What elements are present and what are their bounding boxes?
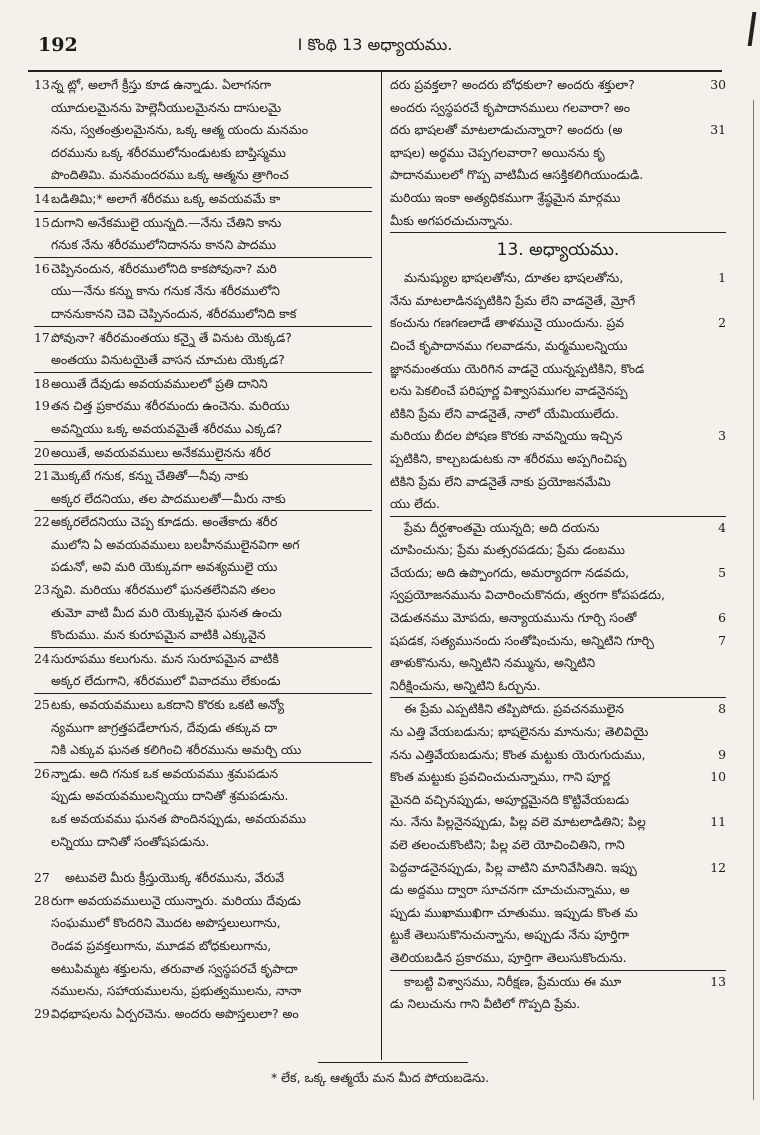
right-column-line bbox=[390, 380, 726, 403]
verse-text: నేను మాటలాడినప్పటికిని ప్రేమ లేని వాడనైతే, మ్రోగే bbox=[390, 292, 636, 308]
verse-number: 3 bbox=[716, 425, 726, 448]
verse-text: మొక్కటే గనుక, కన్ను చేతితో—నీవు నాకు bbox=[51, 468, 249, 484]
verse-text: దుగాని అనేకములై యున్నది.—నేను చేతిని కాను bbox=[51, 214, 282, 230]
left-column-line bbox=[34, 980, 372, 1003]
left-column-line bbox=[34, 349, 372, 373]
right-column-line bbox=[390, 811, 726, 834]
left-column-line bbox=[34, 164, 372, 188]
verse-text: తాళుకొనును, అన్నిటిని నమ్మును, అన్నిటిని bbox=[390, 655, 596, 671]
right-column-line bbox=[390, 584, 726, 607]
left-column-line bbox=[34, 119, 372, 142]
right-column-line bbox=[390, 448, 726, 471]
left-column-line bbox=[34, 74, 372, 97]
verse-text: భాషల) అర్థము చెప్పగలవారా? అయినను కృ bbox=[390, 144, 605, 160]
left-column-line bbox=[34, 303, 372, 327]
verse-number: 13 bbox=[708, 971, 726, 994]
verse-text: చెడుతనము మోపదు, అన్యాయమును గూర్చి సంతో bbox=[390, 610, 637, 626]
verse-number: 17 bbox=[34, 329, 50, 345]
verse-number: 18 bbox=[34, 375, 50, 391]
left-column-line bbox=[34, 670, 372, 694]
left-column-line bbox=[34, 280, 372, 303]
verse-text: కొందుము. మన కురూపమైన వాటికి ఎక్కువైన bbox=[51, 627, 266, 643]
verse-number: 16 bbox=[34, 260, 50, 276]
verse-text: సంఘములో కొందరిని మొదట అపొస్తలులుగాను, bbox=[51, 915, 281, 931]
chapter-heading: 13. అధ్యాయము. bbox=[496, 240, 620, 261]
verse-text: విధభాషలను ఏర్పరచెను. అందరు అపొస్తలులా? అం bbox=[51, 1005, 299, 1021]
verse-text: ను ఎత్తి వేయబడును; భాషలైనను మానును; తెలివియై bbox=[390, 724, 649, 740]
right-column bbox=[390, 74, 726, 1016]
verse-text: అయితే, అవయవములు అనేకములైనను శరీర bbox=[51, 444, 271, 460]
verse-text: పెద్దవాడనైనప్పుడు, పిల్ల వాటిని మానివేసితిని. ఇప్పు bbox=[390, 859, 637, 875]
verse-text: దరమును ఒక్క శరీరములోనుండుటకు బాప్తిస్మము bbox=[51, 144, 286, 160]
page-title: I కొంథి 13 అధ్యాయము. bbox=[297, 35, 453, 54]
verse-number: 13 bbox=[34, 77, 50, 92]
verse-text: మరియు బీదల పోషణ కొరకు నావన్నియు ఇచ్చిన bbox=[390, 428, 623, 444]
page-number: 192 bbox=[38, 34, 78, 56]
verse-text: ప్రేమ దీర్ఘశాంతమై యున్నది; అది దయను bbox=[404, 519, 600, 535]
verse-text: సురూపము కలుగును. మన సురూపమైన వాటికి bbox=[51, 650, 279, 666]
verse-text: యూదులమైనను హెల్లెనీయులమైనను దాసులమై bbox=[51, 99, 282, 115]
right-column-line bbox=[390, 493, 726, 517]
left-column-line bbox=[34, 556, 372, 579]
right-column-line bbox=[390, 879, 726, 902]
right-column-line bbox=[390, 517, 726, 540]
verse-text: ప్పటికిని, కాల్చబడుటకు నా శరీరము అప్పగించిప్ప bbox=[390, 450, 627, 466]
right-column-line bbox=[390, 187, 726, 210]
right-column-line bbox=[390, 403, 726, 426]
verse-number: 1 bbox=[716, 267, 726, 290]
verse-number: 5 bbox=[716, 562, 726, 585]
verse-text: పోవునా? శరీరమంతయు కన్నై తే వినుట యెక్కడ? bbox=[51, 329, 292, 345]
right-column-line bbox=[390, 857, 726, 880]
left-column-line bbox=[34, 912, 372, 935]
paragraph-gap bbox=[34, 853, 372, 867]
right-column-line bbox=[390, 721, 726, 744]
right-column-line bbox=[390, 698, 726, 721]
right-column-line bbox=[390, 834, 726, 857]
verse-number: 14 bbox=[34, 190, 50, 206]
right-column-line bbox=[390, 947, 726, 971]
verse-text: పడునో, అవి మరి యెక్కువగా అవశ్యములై యు bbox=[51, 559, 278, 575]
verse-text: దరు భాషలతో మాటలాడుచున్నారా? అందరు (అ bbox=[390, 122, 623, 138]
verse-text: అయితే దేవుడు అవయవములలో ప్రతి దానిని bbox=[51, 375, 268, 391]
verse-number: 20 bbox=[34, 444, 50, 460]
left-column-line bbox=[34, 602, 372, 625]
verse-text: టికిని ప్రేమ లేని వాడనైతే, నాలో యేమియులేదు. bbox=[390, 405, 619, 421]
verse-text: రుగా అవయవములునై యున్నారు. మరియు దేవుడు bbox=[51, 892, 301, 908]
right-column-line bbox=[390, 562, 726, 585]
verse-text: న్నవి. మరియు శరీరములో ఘనతలేనివని తలం bbox=[51, 582, 276, 598]
left-column-line bbox=[34, 142, 372, 165]
verse-text: ఈ ప్రేమ ఎప్పటికిని తప్పిపోదు. ప్రవచనములైన bbox=[404, 701, 624, 717]
verse-text: స్వప్రయోజనమును విచారించుకొనదు, త్వరగా కోపపడదు, bbox=[390, 587, 665, 603]
verse-number: 8 bbox=[716, 698, 726, 721]
verse-text: షపడక, సత్యమునందు సంతోషించును, అన్నిటిని గూర్చి bbox=[390, 632, 654, 648]
right-column-line bbox=[390, 993, 726, 1016]
verse-text: చేయదు; అది ఉప్పొంగదు, అమర్యాదగా నడవదు, bbox=[390, 564, 630, 580]
page-edge-line bbox=[753, 100, 755, 1100]
footnote-rule bbox=[318, 1062, 468, 1063]
verse-text: నిరీక్షించును, అన్నిటిని ఓర్చును. bbox=[390, 677, 541, 693]
verse-text: కంచును గణగణలాడే తాళమునై యుందును. ప్రవ bbox=[390, 315, 625, 331]
verse-text: మరియు ఇంకా అత్యధికముగా శ్రేష్ఠమైన మార్గము bbox=[390, 189, 621, 205]
left-column-line bbox=[34, 188, 372, 212]
verse-text: బడితివిు;* అలాగే శరీరము ఒక్క అవయవమే కా bbox=[51, 190, 281, 206]
verse-text: డు అద్దము ద్వారా సూచనగా చూచుచున్నాము, అ bbox=[390, 882, 630, 898]
left-column-line bbox=[34, 808, 372, 831]
verse-text: అటువలె మీరు క్రీస్తుయొక్క శరీరమును, వేరువే bbox=[65, 870, 285, 886]
verse-number: 28 bbox=[34, 892, 50, 908]
right-column-line bbox=[390, 97, 726, 120]
verse-text: తెలియబడిన ప్రకారము, పూర్తిగా తెలుసుకొందును. bbox=[390, 949, 627, 965]
left-column-line bbox=[34, 534, 372, 557]
left-column-line bbox=[34, 867, 372, 890]
verse-number: 27 bbox=[34, 870, 50, 886]
verse-text: ఒక అవయవము ఘనత పొందినప్పుడు, అవయవము bbox=[51, 811, 307, 826]
right-column-line bbox=[390, 290, 726, 313]
left-column-line bbox=[34, 694, 372, 717]
verse-text: అక్కర లేదనియు, తల పాదములతో—మీరు నాకు bbox=[51, 490, 286, 506]
right-column-line bbox=[390, 74, 726, 97]
verse-text: తుమో వాటి మీద మరి యెక్కువైన ఘనత ఉంచు bbox=[51, 604, 282, 620]
left-column-line bbox=[34, 935, 372, 958]
right-column-line bbox=[390, 630, 726, 653]
verse-number: 12 bbox=[708, 857, 726, 880]
verse-text: గనుక నేను శరీరములోనిదానను కానని పాదము bbox=[51, 237, 277, 253]
verse-text: మీకు అగపరచుచున్నాను. bbox=[390, 212, 513, 228]
verse-text: న్న ట్లో, అలాగే క్రీస్తు కూడ ఉన్నాడు. ఏలాగనగా bbox=[51, 77, 272, 92]
left-column-line bbox=[34, 511, 372, 534]
left-column-line bbox=[34, 465, 372, 488]
verse-number: 26 bbox=[34, 765, 50, 781]
right-column-line bbox=[390, 924, 726, 947]
left-column-line bbox=[34, 763, 372, 786]
verse-number: 25 bbox=[34, 697, 50, 713]
verse-text: రెండవ ప్రవక్తలుగాను, మూడవ బోధకులుగాను, bbox=[51, 937, 272, 953]
verse-text: లన్నియు దానితో సంతోషపడును. bbox=[51, 833, 210, 849]
verse-text: ప్పుడు ముఖాముఖిగా చూతుము. ఇప్పుడు కొంత మ bbox=[390, 904, 638, 920]
verse-text: టకు, అవయవములు ఒకదాని కొరకు ఒకటి అన్యో bbox=[51, 697, 285, 713]
right-column-line bbox=[390, 675, 726, 699]
verse-text: అక్కరలేదనియు చెప్ప కూడదు. అంతేకాదు శరీర bbox=[51, 514, 278, 530]
verse-text: చూపించును; ప్రేమ మత్సరపడదు; ప్రేమ డంబము bbox=[390, 542, 625, 558]
right-column-line bbox=[390, 766, 726, 789]
verse-text: నములను, సహాయములను, ప్రభుత్వములను, నానా bbox=[51, 983, 302, 999]
verse-text: డు నిలుచును గాని వీటిలో గొప్పది ప్రేమ. bbox=[390, 996, 581, 1012]
verse-number: 7 bbox=[716, 630, 726, 653]
verse-text: ప్పుడు అవయవములన్నియు దానితో శ్రమపడును. bbox=[51, 788, 289, 804]
verse-text: మనుష్యుల భాషలతోను, దూతల భాషలతోను, bbox=[404, 270, 624, 286]
verse-text: దరు ప్రవక్తలా? అందరు బోధకులా? అందరు శక్తులా? bbox=[390, 77, 635, 92]
right-column-line bbox=[390, 210, 726, 234]
right-column-line bbox=[390, 652, 726, 675]
left-column-line bbox=[34, 395, 372, 418]
left-column-line bbox=[34, 785, 372, 808]
verse-text: న్నాడు. అది గనుక ఒక అవయవము శ్రమపడున bbox=[51, 765, 279, 781]
verse-number: 11 bbox=[708, 811, 726, 834]
verse-number: 23 bbox=[34, 582, 50, 598]
left-column-line bbox=[34, 488, 372, 512]
verse-text: కాబట్టి విశ్వాసము, నిరీక్షణ, ప్రేమయు ఈ మూ bbox=[404, 973, 622, 989]
left-column bbox=[34, 74, 372, 1025]
right-column-line bbox=[390, 164, 726, 187]
verse-text: చించే కృపాదానము గలవాడను, మర్మములన్నియు bbox=[390, 337, 628, 353]
verse-text: పాదానములలో గొప్ప వాటిమీద ఆసక్తికలిగియుండుడి. bbox=[390, 167, 644, 183]
verse-number: 15 bbox=[34, 214, 50, 230]
verse-text: అంతయు వినుటయైతే వాసన చూచుట యెక్కడ? bbox=[51, 352, 285, 368]
verse-text: మైనది వచ్చినప్పుడు, అపూర్ణమైనది కొట్టివేయబడు bbox=[390, 791, 629, 807]
verse-text: యు లేదు. bbox=[390, 496, 440, 512]
verse-number: 4 bbox=[716, 517, 726, 540]
verse-text: టికిని ప్రేమ లేని వాడనైతే నాకు ప్రయోజనమేమి bbox=[390, 473, 611, 489]
left-column-line bbox=[34, 327, 372, 350]
left-column-line bbox=[34, 739, 372, 763]
verse-number: 9 bbox=[716, 744, 726, 767]
verse-number: 29 bbox=[34, 1005, 50, 1021]
right-column-line bbox=[390, 312, 726, 335]
verse-text: అటుపిమ్మట శక్తులను, తరువాత స్వస్థపరచే కృపాదా bbox=[51, 960, 298, 976]
verse-text: నికి ఎక్కువ ఘనత కలిగించి శరీరమును అమర్చి యు bbox=[51, 742, 302, 758]
verse-text: కొంత మట్టుకు ప్రవచించుచున్నాము, గాని పూర్ణ bbox=[390, 769, 611, 785]
verse-text: ట్టుకే తెలుసుకొనుచున్నాను, అప్పుడు నేను పూర్తిగా bbox=[390, 927, 630, 943]
verse-number: 31 bbox=[708, 119, 726, 142]
verse-text: పొందితివిు. మనమందరము ఒక్క ఆత్మను త్రాగించ bbox=[51, 167, 289, 183]
right-column-line bbox=[390, 335, 726, 358]
left-column-line bbox=[34, 648, 372, 671]
right-column-line bbox=[390, 425, 726, 448]
verse-text: తన చిత్త ప్రకారము శరీరమందు ఉంచెను. మరియు bbox=[51, 398, 290, 414]
verse-text: నను, స్వతంత్రులమైనను, ఒక్క ఆత్మ యందు మనమం bbox=[51, 122, 308, 138]
left-column-line bbox=[34, 717, 372, 740]
verse-number: 6 bbox=[716, 607, 726, 630]
verse-number: 22 bbox=[34, 514, 50, 530]
left-column-line bbox=[34, 373, 372, 396]
verse-text: చెప్పినందున, శరీరములోనిది కాకపోవునా? మరి bbox=[51, 260, 277, 276]
left-column-line bbox=[34, 234, 372, 258]
left-column-line bbox=[34, 258, 372, 281]
verse-text: దాననుకానని చెవి చెప్పినందున, శరీరములోనిది కాక bbox=[51, 305, 297, 321]
verse-text: అక్కర లేదుగాని, శరీరములో వివాదము లేకుండు bbox=[51, 673, 281, 689]
left-column-line bbox=[34, 831, 372, 854]
verse-text: ను. నేను పిల్లనైనప్పుడు, పిల్ల వలె మాటలాడితిని; పిల్ల bbox=[390, 814, 646, 830]
verse-text: వలె తలంచుకొంటిని; పిల్ల వలె యోచించితిని, గాని bbox=[390, 837, 625, 852]
column-divider bbox=[381, 70, 382, 1060]
right-column-line bbox=[390, 119, 726, 142]
left-column-line bbox=[34, 418, 372, 442]
verse-text: ములోని ఏ అవయవములు బలహీనములైనవిగా అగ bbox=[51, 536, 300, 552]
right-column-line bbox=[390, 971, 726, 994]
left-column-line bbox=[34, 624, 372, 648]
right-column-line bbox=[390, 471, 726, 494]
right-column-line bbox=[390, 607, 726, 630]
page-edge-mark bbox=[748, 12, 757, 46]
left-column-line bbox=[34, 890, 372, 913]
page-header bbox=[28, 30, 722, 66]
verse-text: అందరు స్వస్థపరచే కృపాదానములు గలవారా? అం bbox=[390, 99, 631, 115]
footnote: * లేక, ఒక్క ఆత్మయే మన మీద పోయబడెను. bbox=[270, 1070, 490, 1085]
verse-number: 24 bbox=[34, 650, 50, 666]
left-column-line bbox=[34, 579, 372, 602]
verse-number: 30 bbox=[708, 74, 726, 97]
right-column-line bbox=[390, 902, 726, 925]
right-column-line bbox=[390, 142, 726, 165]
left-column-line bbox=[34, 442, 372, 466]
verse-number: 19 bbox=[34, 398, 50, 414]
left-column-line bbox=[34, 1003, 372, 1026]
right-column-line bbox=[390, 744, 726, 767]
left-column-line bbox=[34, 97, 372, 120]
right-column-line bbox=[390, 539, 726, 562]
right-column-line bbox=[390, 267, 726, 290]
verse-text: జ్ఞానమంతయు యెరిగిన వాడనై యున్నప్పటికిని, కొండ bbox=[390, 360, 645, 376]
verse-text: నను ఎత్తివేయబడును; కొంత మట్టుకు యెరుగుదుము, bbox=[390, 746, 646, 762]
verse-text: న్యముగా జాగ్రత్తపడేలాగున, దేవుడు తక్కువ దా bbox=[51, 719, 278, 735]
verse-text: అవన్నియు ఒక్క అవయవమైతే శరీరము ఎక్కడ? bbox=[51, 420, 283, 436]
verse-text: లను పెకలించే పరిపూర్ణ విశ్వాసముగల వాడనైనప్ప bbox=[390, 383, 628, 399]
verse-text: యు—నేను కన్ను కాను గనుక నేను శరీరములోని bbox=[51, 283, 280, 299]
verse-number: 2 bbox=[716, 312, 726, 335]
right-column-line bbox=[390, 358, 726, 381]
verse-number: 21 bbox=[34, 468, 50, 484]
header-rule bbox=[28, 70, 722, 72]
left-column-line bbox=[34, 212, 372, 235]
verse-number: 10 bbox=[708, 766, 726, 789]
left-column-line bbox=[34, 958, 372, 981]
right-column-line bbox=[390, 789, 726, 812]
